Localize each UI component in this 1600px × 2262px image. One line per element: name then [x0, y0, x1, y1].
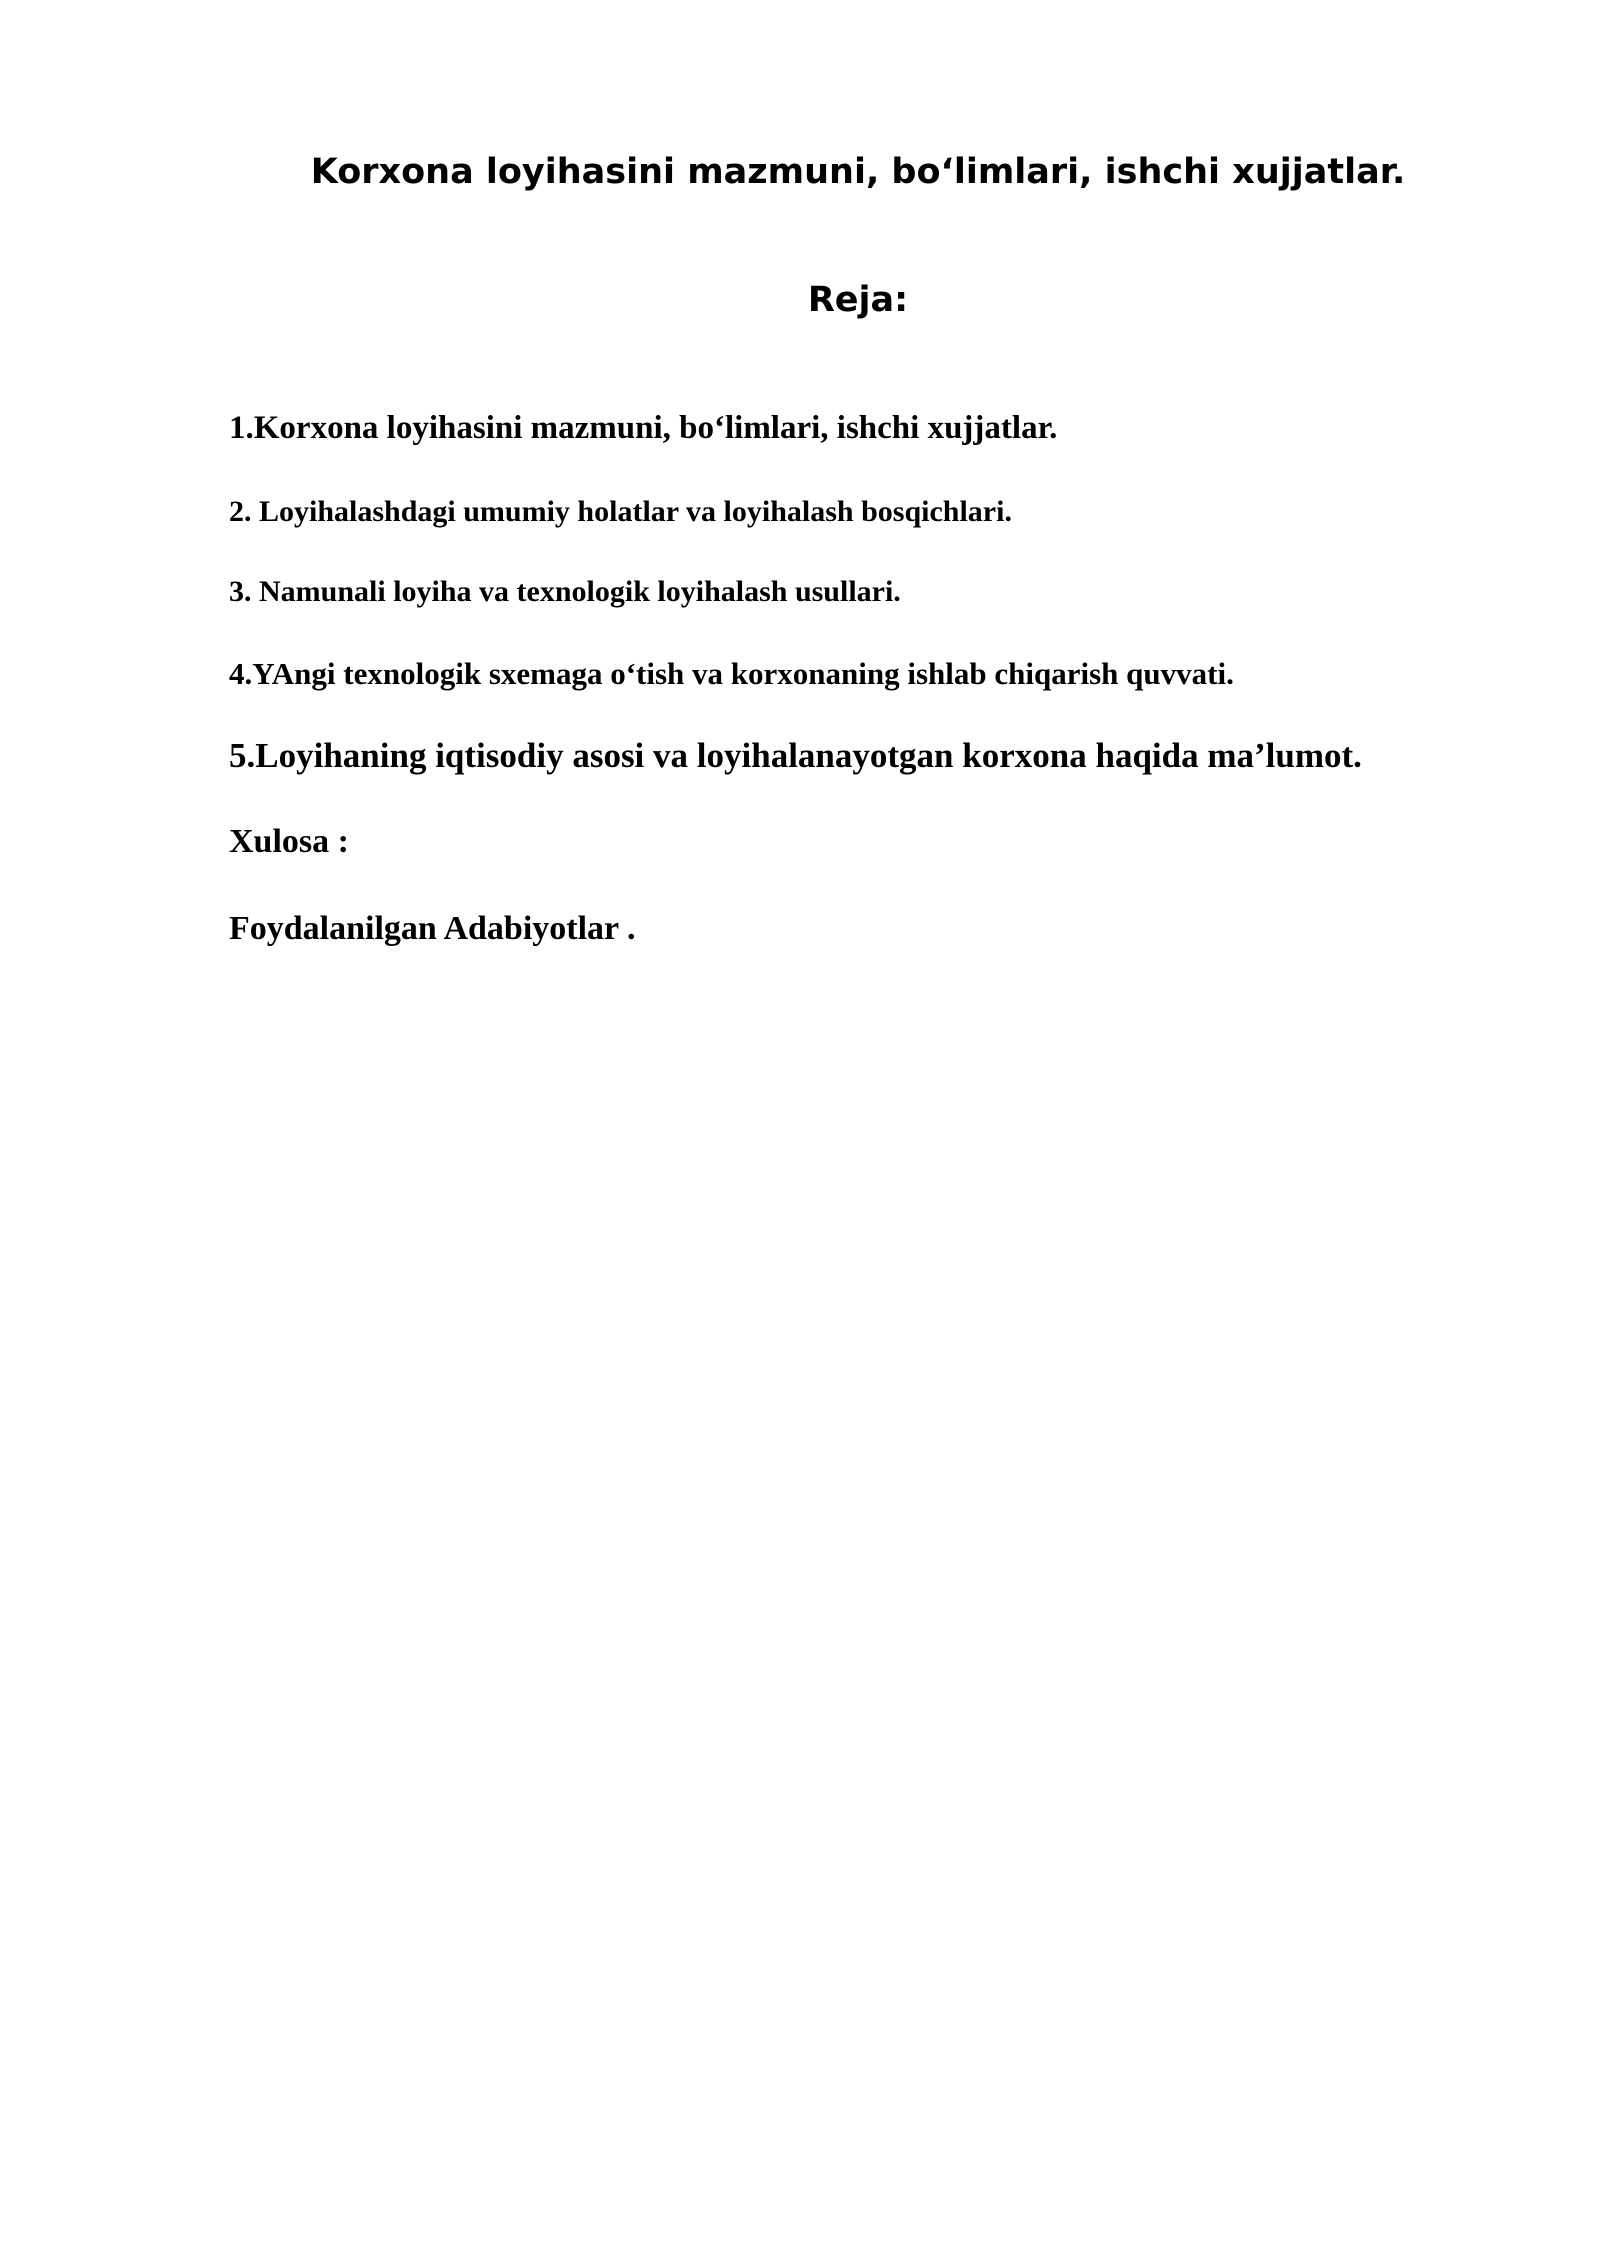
- plan-item-4: 4.YAngi texnologik sxemaga o‘tish va korxonaning ishlab chiqarish quvvati.: [229, 656, 1234, 691]
- plan-item-3: 3. Namunali loyiha va texnologik loyihalash usullari.: [229, 575, 901, 608]
- plan-item-2: 2. Loyihalashdagi umumiy holatlar va loyihalash bosqichlari.: [229, 495, 1012, 528]
- plan-item-5: 5.Loyihaning iqtisodiy asosi va loyihalanayotgan korxona haqida ma’lumot.: [229, 736, 1362, 775]
- document-title: Korxona loyihasini mazmuni, bo‘limlari, ishchi xujjatlar.: [310, 152, 1406, 192]
- plan-item-1: 1.Korxona loyihasini mazmuni, bo‘limlari, ishchi xujjatlar.: [229, 410, 1058, 446]
- plan-item-conclusion: Xulosa :: [229, 823, 349, 860]
- plan-item-references: Foydalanilgan Adabiyotlar .: [229, 910, 636, 947]
- plan-heading: Reja:: [807, 280, 909, 320]
